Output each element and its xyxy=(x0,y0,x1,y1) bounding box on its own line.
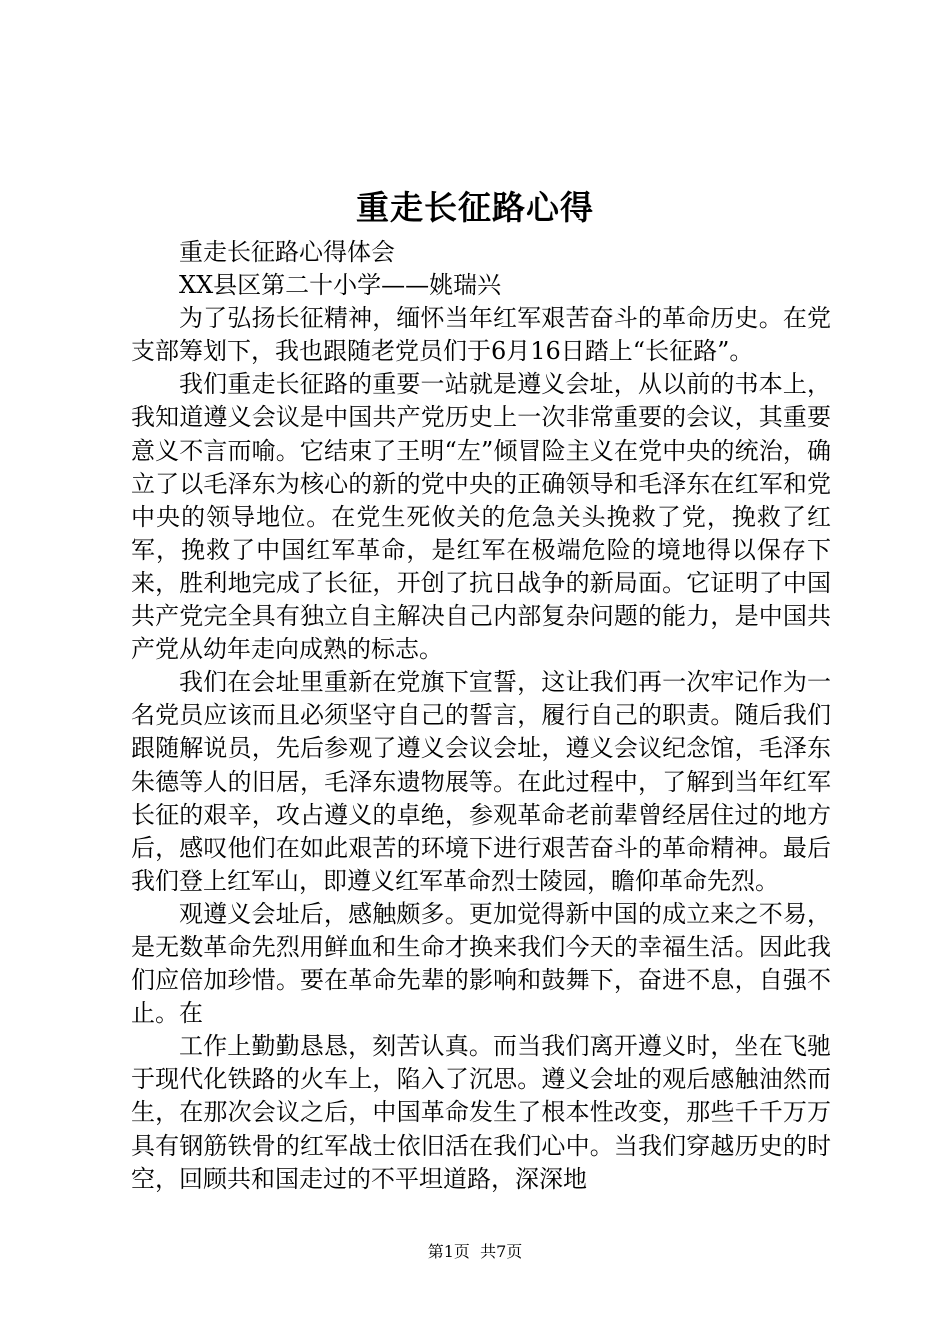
paragraph-intro: 为了弘扬长征精神，缅怀当年红军艰苦奋斗的革命历史。在党支部筹划下，我也跟随老党员们于6月16日踏上“长征路”。 xyxy=(131,304,831,366)
paragraph-author: XX县区第二十小学——姚瑞兴 xyxy=(179,271,502,300)
paragraph-reflection: 观遵义会址后，感触颇多。更加觉得新中国的成立来之不易，是无数革命先烈用鲜血和生命才换来我们今天的幸福生活。因此我们应倍加珍惜。要在革命先辈的影响和鼓舞下，奋进不息，自强不止。在 xyxy=(131,899,831,1028)
paragraph-subtitle: 重走长征路心得体会 xyxy=(179,238,395,266)
paragraph-oath-visit: 我们在会址里重新在党旗下宣誓，这让我们再一次牢记作为一名党员应该而且必须坚守自己的誓言，履行自己的职责。随后我们跟随解说员，先后参观了遵义会议会址，遵义会议纪念馆，毛泽东朱德等人的旧居，毛泽东遗物展等。在此过程中，了解到当年红军长征的艰辛，攻占遵义的卓绝，参观革命老前辈曾经居住过的地方后，感叹他们在如此艰苦的环境下进行艰苦奋斗的革命精神。最后我们登上红军山，即遵义红军革命烈士陵园，瞻仰革命先烈。 xyxy=(131,668,831,895)
page-footer: 第1页 共7页 xyxy=(427,1242,523,1261)
document-body xyxy=(131,236,831,1196)
document-title: 重走长征路心得 xyxy=(356,188,594,227)
paragraph-train-journey: 工作上勤勤恳恳，刻苦认真。而当我们离开遵义时，坐在飞驰于现代化铁路的火车上，陷入了沉思。遵义会址的观后感触油然而生，在那次会议之后，中国革命发生了根本性改变，那些千千万万具有钢筋铁骨的红军战士依旧活在我们心中。当我们穿越历史的时空，回顾共和国走过的不平坦道路，深深地 xyxy=(131,1032,831,1193)
paragraph-zunyi-meeting: 我们重走长征路的重要一站就是遵义会址，从以前的书本上，我知道遵义会议是中国共产党历史上一次非常重要的会议，其重要意义不言而喻。它结束了王明“左”倾冒险主义在党中央的统治，确立了以毛泽东为核心的新的党中央的正确领导和毛泽东在红军和党中央的领导地位。在党生死攸关的危急关头挽救了党，挽救了红军，挽救了中国红军革命，是红军在极端危险的境地得以保存下来，胜利地完成了长征，开创了抗日战争的新局面。它证明了中国共产党完全具有独立自主解决自己内部复杂问题的能力，是中国共产党从幼年走向成熟的标志。 xyxy=(131,370,831,664)
